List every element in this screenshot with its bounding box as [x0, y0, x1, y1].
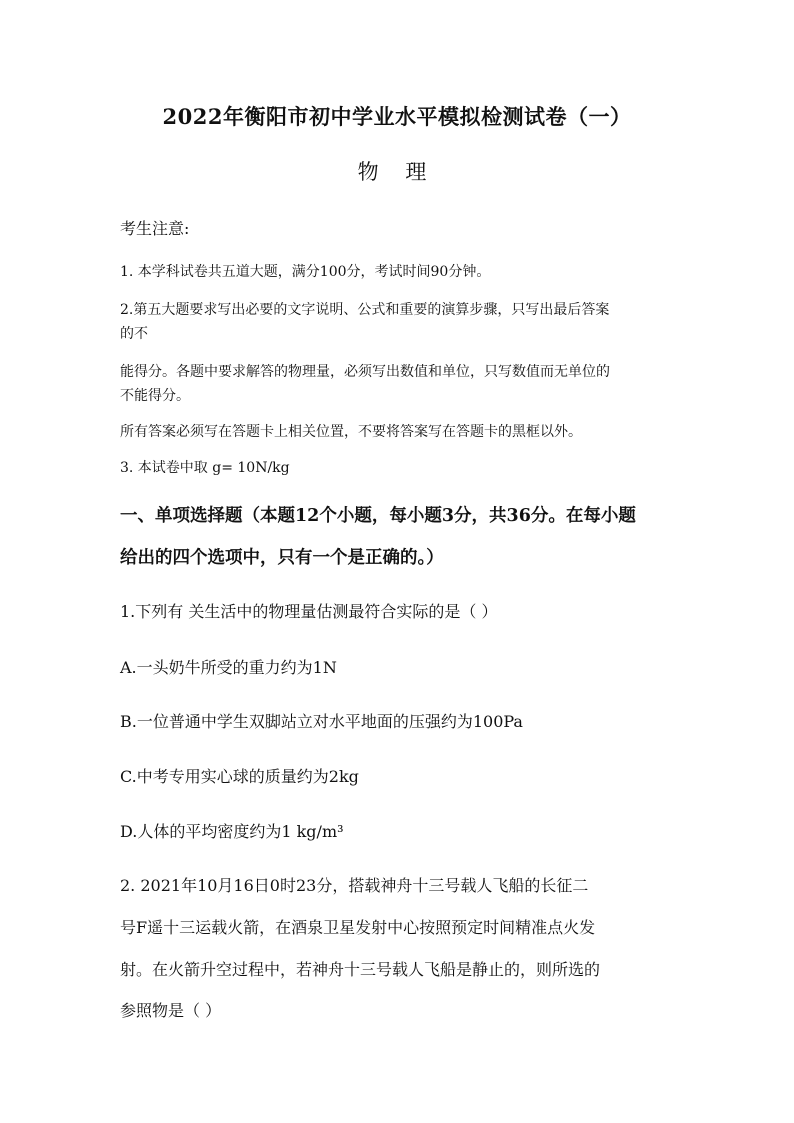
- note-1: 1. 本学科试卷共五道大题，满分100分，考试时间90分钟。: [120, 264, 491, 280]
- question-2-line-4: 参照物是（ ）: [120, 1001, 222, 1020]
- section-1-heading-line-2: 给出的四个选项中，只有一个是正确的。）: [120, 548, 444, 568]
- question-2-line-3: 射。在火箭升空过程中，若神舟十三号载人飞船是静止的，则所选的: [120, 960, 601, 979]
- question-1-stem: 1.下列有 关生活中的物理量估测最符合实际的是（ ）: [120, 602, 498, 621]
- subject-title: 物 理: [357, 160, 437, 184]
- question-2-line-1: 2. 2021年10月16日0时23分，搭载神舟十三号载人飞船的长征二: [120, 876, 589, 895]
- question-2-line-2: 号F遥十三运载火箭，在酒泉卫星发射中心按照预定时间精准点火发: [120, 918, 596, 937]
- note-3: 3. 本试卷中取 g= 10N/kg: [120, 460, 290, 476]
- section-1-heading-line-1: 一、单项选择题（本题12个小题，每小题3分，共36分。在每小题: [120, 506, 636, 526]
- question-1-option-a: A.一头奶牛所受的重力约为1N: [120, 658, 337, 677]
- question-1-option-d: D.人体的平均密度约为1 kg/m³: [120, 822, 344, 841]
- question-1-option-c: C.中考专用实心球的质量约为2kg: [120, 767, 359, 786]
- note-2-line-3: 能得分。各题中要求解答的物理量，必须写出数值和单位，只写数值而无单位的: [120, 364, 610, 380]
- question-1-option-b: B.一位普通中学生双脚站立对水平地面的压强约为100Pa: [120, 712, 523, 731]
- notes-heading: 考生注意:: [120, 219, 190, 238]
- exam-title: 2022年衡阳市初中学业水平模拟检测试卷（一）: [162, 104, 632, 129]
- note-2-line-4: 不能得分。: [120, 388, 190, 404]
- note-2-line-1: 2.第五大题要求写出必要的文字说明、公式和重要的演算步骤，只写出最后答案: [120, 302, 610, 318]
- note-2-line-5: 所有答案必须写在答题卡上相关位置，不要将答案写在答题卡的黑框以外。: [120, 424, 582, 440]
- note-2-line-2: 的不: [120, 326, 148, 342]
